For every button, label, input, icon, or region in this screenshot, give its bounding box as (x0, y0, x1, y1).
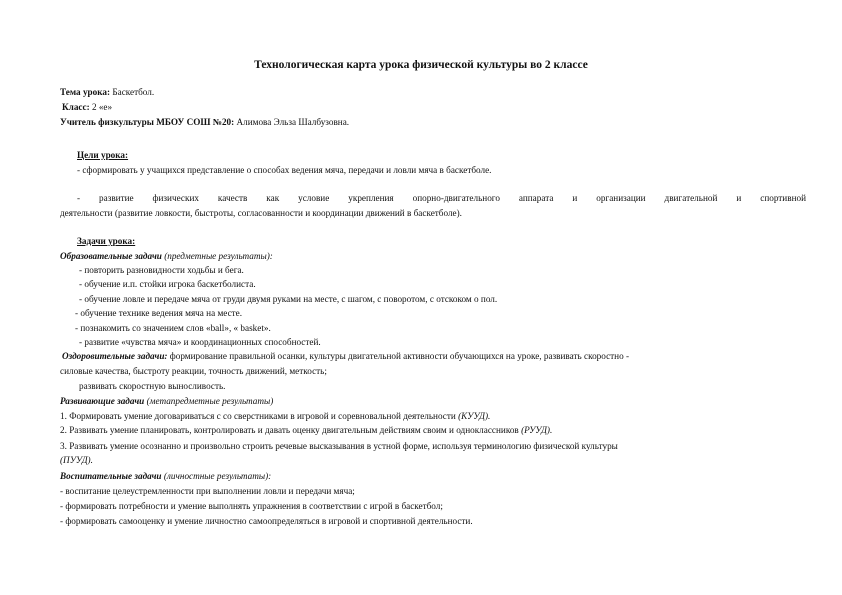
health-tasks-continuation: силовые качества, быстроту реакции, точность движений, меткость; (60, 366, 327, 376)
developmental-tasks-heading (60, 395, 273, 407)
developmental-tasks-note: (метапредметные результаты) (144, 396, 274, 406)
upbringing-tasks-heading (60, 470, 271, 482)
topic-value: Баскетбол. (112, 87, 155, 97)
list-item: - обучение технике ведения мяча на месте. (75, 308, 243, 318)
list-item: - познакомить со значением слов «ball», « basket». (75, 323, 271, 333)
list-item: - развитие «чувства мяча» и координационных способностей. (79, 337, 321, 347)
health-tasks-continuation: развивать скоростную выносливость. (79, 381, 226, 391)
educational-tasks-heading (60, 250, 273, 262)
health-tasks-label: Оздоровительные задачи: (62, 351, 168, 361)
list-item-tag: (РУУД). (521, 425, 553, 435)
class-label: Класс: (62, 102, 90, 112)
educational-tasks-label: Образовательные задачи (60, 251, 162, 261)
document-title: Технологическая карта урока физической культуры во 2 классе (254, 59, 588, 71)
topic-line (60, 86, 154, 98)
upbringing-tasks-note: (личностные результаты): (161, 471, 272, 481)
list-item (60, 424, 552, 436)
class-value: 2 «е» (91, 102, 113, 112)
health-tasks-text: формирование правильной осанки, культуры двигательной активности обучающихся на уроке, развивать скоростно - (167, 351, 630, 361)
list-item (60, 410, 490, 422)
class-line (62, 101, 112, 113)
list-item: - формировать самооценку и умение личностно самоопределяться в игровой и спортивной деятельности. (60, 516, 473, 526)
teacher-line (60, 116, 349, 128)
goal-item-continuation: деятельности (развитие ловкости, быстроты, согласованности и координации движений в баскетболе). (60, 208, 462, 218)
goal-item: - развитие физических качеств как условие укрепления опорно-двигательного аппарата и организации двигательной и спортивной (77, 193, 806, 203)
upbringing-tasks-label: Воспитательные задачи (60, 471, 162, 481)
list-item-text: 2. Развивать умение планировать, контролировать и давать оценку двигательным действиям своим и одноклассников (60, 425, 522, 435)
list-item: - обучение ловле и передаче мяча от груди двумя руками на месте, с шагом, с поворотом, с отскоком о пол. (79, 294, 498, 304)
educational-tasks-note: (предметные результаты): (161, 251, 273, 261)
list-item-tag: (ПУУД). (60, 455, 93, 465)
tasks-heading: Задачи урока: (77, 236, 136, 246)
list-item-text: 1. Формировать умение договариваться с со сверстниками в игровой и соревновальной деятельности (60, 411, 459, 421)
list-item: - воспитание целеустремленности при выполнении ловли и передачи мяча; (60, 486, 355, 496)
developmental-tasks-label: Развивающие задачи (60, 396, 145, 406)
list-item: - формировать потребности и умение выполнять упражнения в соответствии с игрой в баскетбол; (60, 501, 443, 511)
teacher-value: Алимова Эльза Шалбузовна. (236, 117, 350, 127)
topic-label: Тема урока: (60, 87, 111, 97)
teacher-label: Учитель физкультуры МБОУ СОШ №20: (60, 117, 235, 127)
list-item: - повторить разновидности ходьбы и бега. (79, 265, 244, 275)
list-item: - обучение и.п. стойки игрока баскетболиста. (79, 279, 256, 289)
goals-heading: Цели урока: (77, 150, 129, 160)
list-item-tag: (КУУД). (458, 411, 491, 421)
goal-item: - сформировать у учащихся представление о способах ведения мяча, передачи и ловли мяча в баскетболе. (77, 165, 492, 175)
list-item: 3. Развивать умение осознанно и произвольно строить речевые высказывания в устной форме, используя терминологию физической культуры (60, 441, 618, 451)
health-tasks-line (62, 350, 629, 362)
